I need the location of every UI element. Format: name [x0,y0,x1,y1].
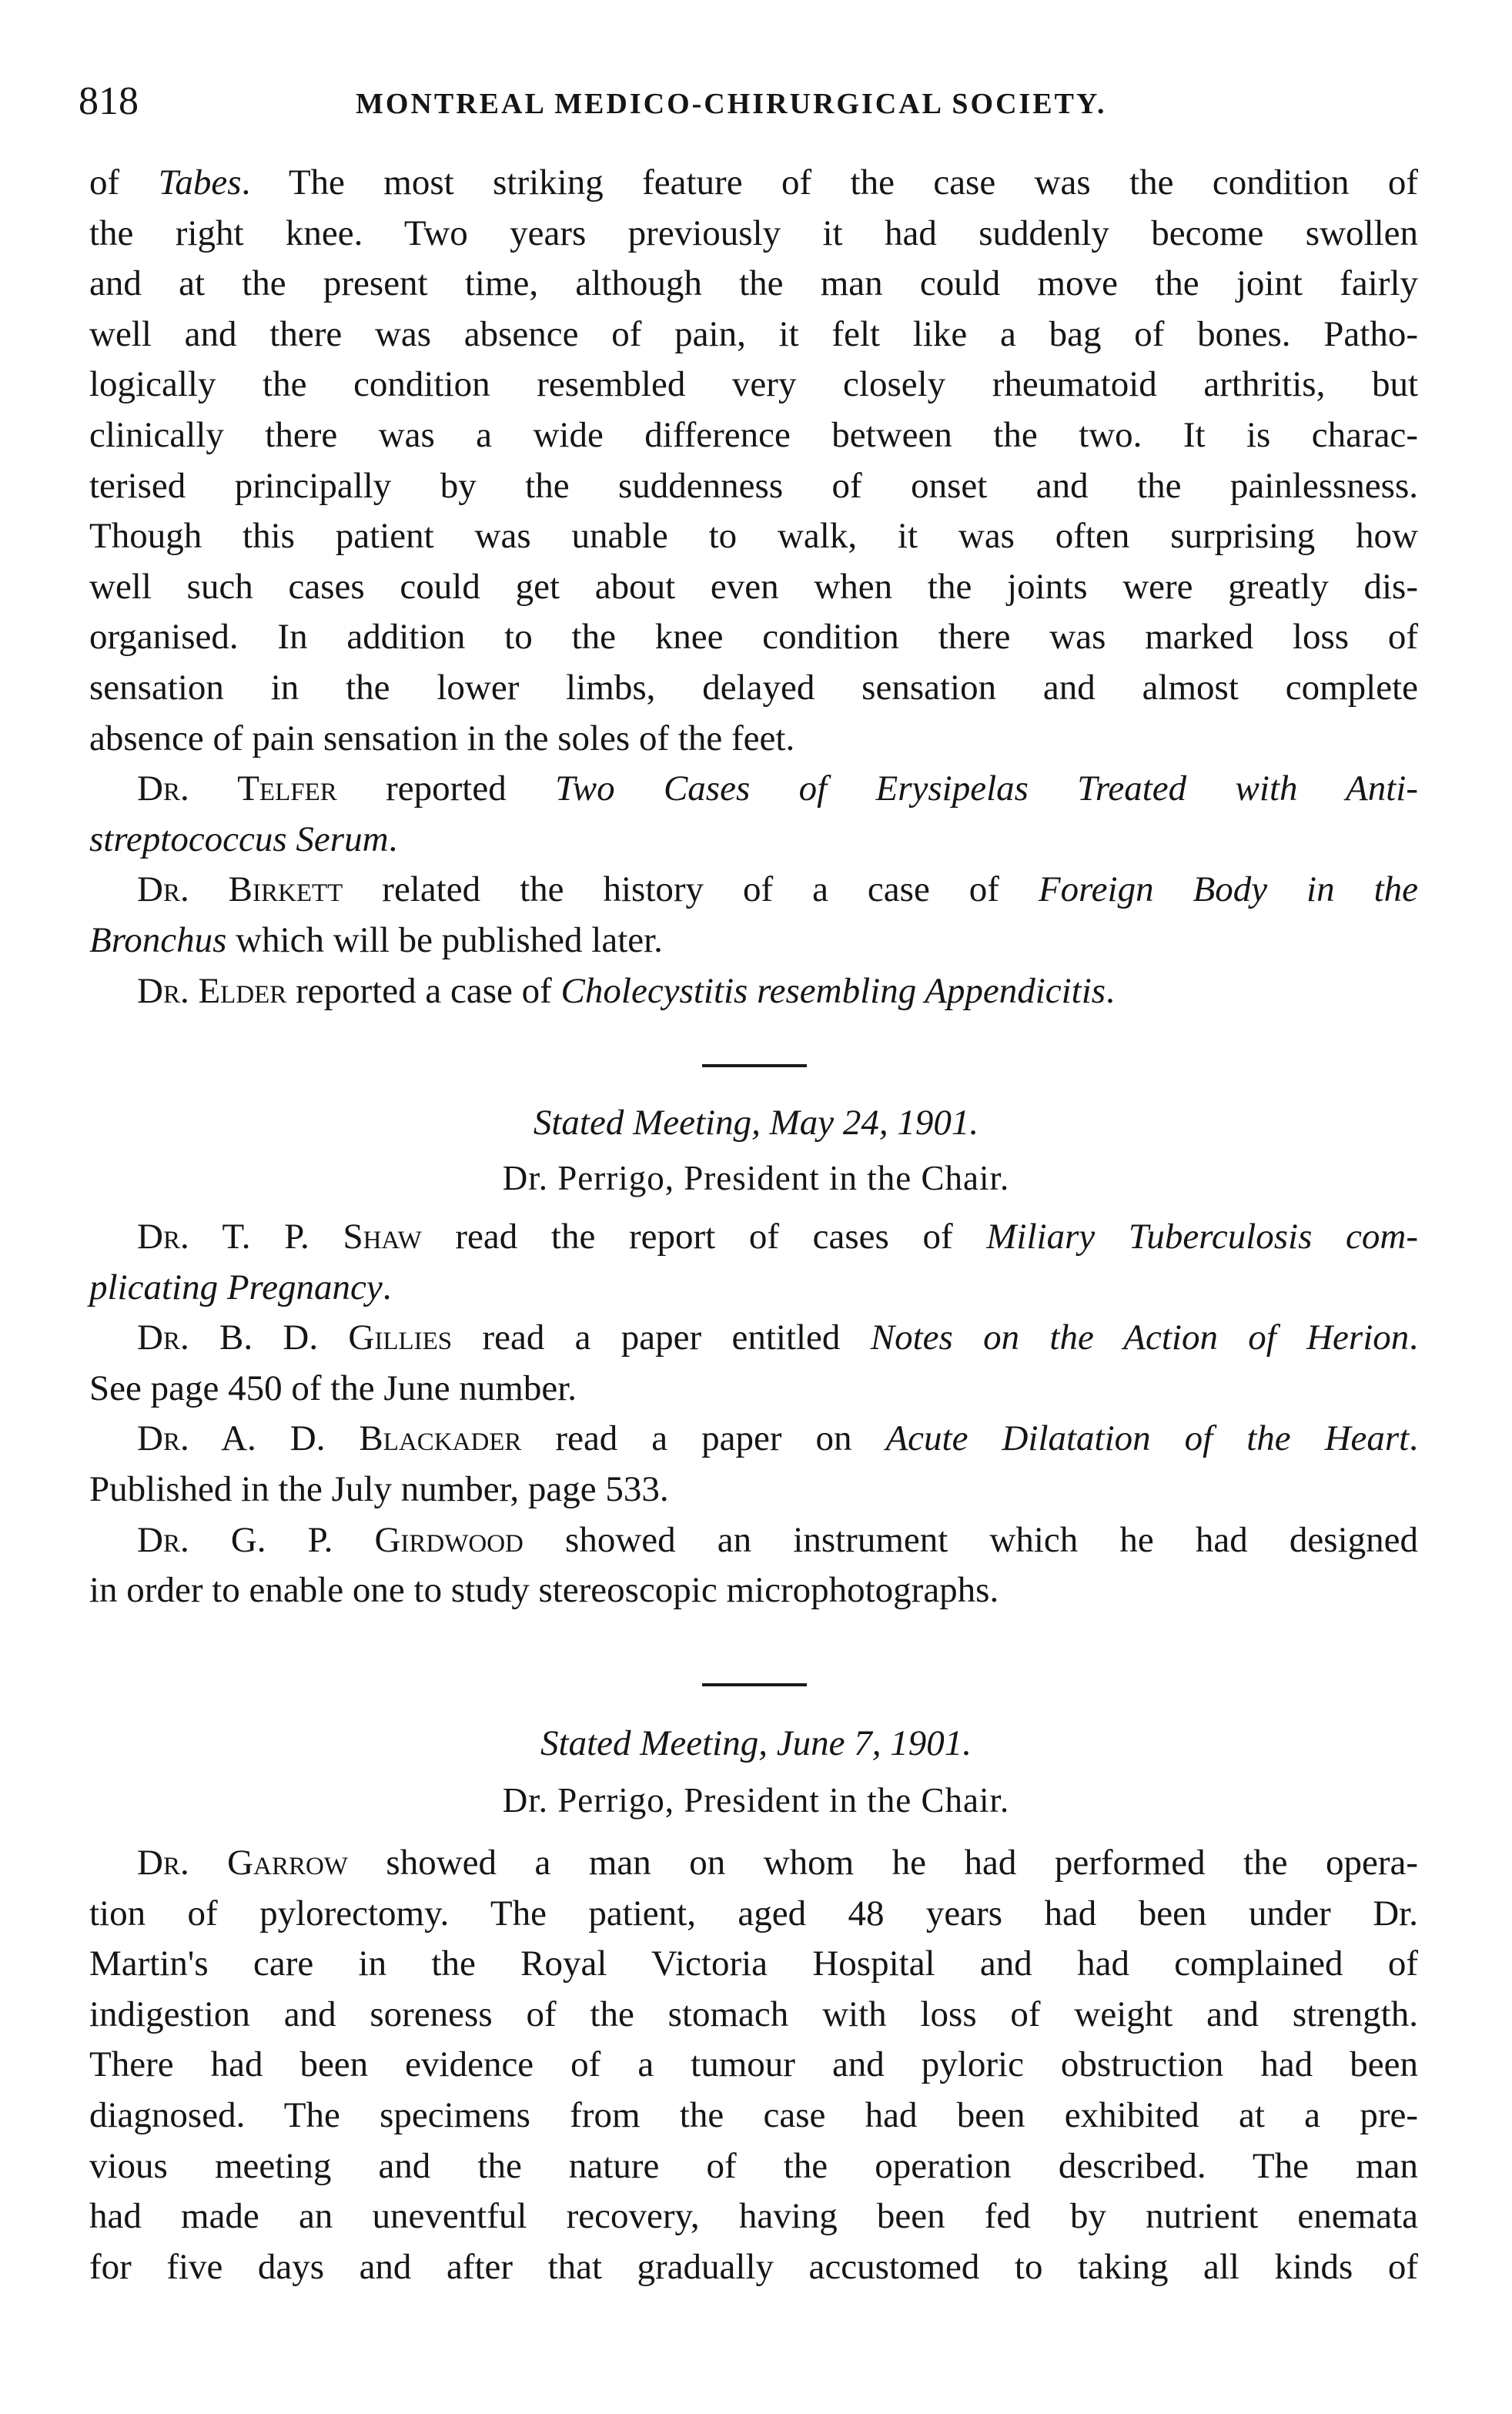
text-run: showed an instrument which he had designed [523,1519,1418,1560]
text-line [89,2040,1418,2091]
running-head [71,77,1410,123]
text-line [89,865,1418,916]
text-line [89,562,1418,613]
text-line [89,2141,1418,2192]
text-run: read a paper entitled [452,1317,871,1358]
text-run: sensation in the lower limbs, delayed sensation and almost complete [89,667,1418,708]
text-line [89,158,1418,209]
text-run: terised principally by the suddenness of onset and the painlessness. [89,465,1418,506]
text-line [89,916,1418,966]
text-line [89,1515,1418,1566]
text-line [89,1212,1418,1263]
speaker-name: Dr. T. P. Shaw [137,1217,422,1257]
speaker-name: Dr. A. D. Blackader [137,1418,522,1459]
text-line [89,714,1418,765]
text-run: absence of pain sensation in the soles of the feet. [89,718,795,758]
text-run: and at the present time, although the man could move the joint fairly [89,263,1418,304]
text-run: There had been evidence of a tumour and pyloric obstruction had been [89,2044,1418,2085]
text-run: . [1106,970,1115,1011]
text-block-may-meeting [89,1212,1418,1616]
text-line [89,2191,1418,2242]
section-divider [702,1064,807,1067]
text-line [89,410,1418,461]
text-run: Though this patient was unable to walk, it was often surprising how [89,516,1418,557]
text-line [89,2091,1418,2141]
text-run: the right knee. Two years previously it had suddenly become swollen [89,213,1418,253]
text-run: organised. In addition to the knee condition there was marked loss of [89,617,1418,658]
speaker-name: Dr. G. P. Girdwood [137,1519,524,1560]
italic-title: Bronchus [89,919,227,960]
text-run: Martin's care in the Royal Victoria Hospital and had complained of [89,1944,1418,1984]
text-line [89,1889,1418,1940]
text-run: . [382,1267,392,1307]
speaker-name: Dr. Telfer [137,768,337,809]
text-line [89,1565,1418,1616]
text-run: reported a case of [286,970,561,1011]
text-line [89,1838,1418,1889]
text-run: . [388,819,398,859]
text-run: indigestion and soreness of the stomach with loss of weight and strength. [89,1994,1418,2034]
text-line [89,1414,1418,1465]
text-run: tion of pylorectomy. The patient, aged 48 years had been under Dr. [89,1893,1418,1934]
text-run: reported [336,768,556,809]
chair-heading: Dr. Perrigo, President in the Chair. [502,1781,1010,1820]
text-run: had made an uneventful recovery, having been fed by nutrient enemata [89,2196,1418,2237]
text-run: . [1409,1317,1419,1358]
italic-title: plicating Pregnancy [89,1267,383,1307]
section-divider [702,1683,807,1686]
text-line [89,511,1418,562]
page-number: 818 [79,79,139,123]
meeting-heading: Stated Meeting, June 7, 1901. [540,1723,972,1763]
text-block-tabes-case [89,158,1418,1016]
text-line [89,1313,1418,1364]
text-run: which will be published later. [226,919,663,960]
text-block-june-meeting [89,1838,1418,2292]
text-line [89,663,1418,714]
text-line [89,966,1418,1017]
text-line [89,310,1418,360]
italic-title: Acute Dilatation of the Heart [885,1418,1410,1459]
speaker-name: Dr. B. D. Gillies [137,1317,453,1358]
speaker-name: Dr. Garrow [137,1843,348,1883]
meeting-heading: Stated Meeting, May 24, 1901. [533,1103,979,1143]
text-line [89,259,1418,310]
text-line [89,1990,1418,2041]
text-line [89,2242,1418,2293]
text-line [89,1364,1418,1415]
speaker-name: Dr. Elder [137,970,287,1011]
text-line [89,461,1418,512]
italic-title: Two Cases of Erysipelas Treated with Anti- [555,768,1418,809]
text-run: . The most striking feature of the case was the condition of [241,162,1418,203]
text-line [89,1465,1418,1515]
text-run: well and there was absence of pain, it felt like a bag of bones. Patho- [89,313,1418,354]
running-title: MONTREAL MEDICO-CHIRURGICAL SOCIETY. [356,88,1107,120]
speaker-name: Dr. Birkett [137,869,343,910]
text-run: logically the condition resembled very closely rheumatoid arthritis, but [89,364,1418,405]
text-run: for five days and after that gradually accustomed to taking all kinds of [89,2246,1418,2287]
text-run: read a paper on [521,1418,886,1459]
italic-title: Notes on the Action of Herion [870,1317,1410,1358]
text-line [89,209,1418,259]
text-line [89,1263,1418,1314]
italic-title: Tabes [158,162,242,203]
text-run: See page 450 of the June number. [89,1368,577,1408]
text-line [89,764,1418,815]
text-run: diagnosed. The specimens from the case had been exhibited at a pre- [89,2094,1418,2135]
italic-title: Miliary Tuberculosis com- [986,1217,1418,1257]
text-run: Published in the July number, page 533. [89,1468,669,1509]
text-run: of [89,162,159,203]
italic-title: Cholecystitis resembling Appendicitis [560,970,1106,1011]
text-run: . [1409,1418,1418,1459]
text-run: read the report of cases of [421,1217,987,1257]
text-run: showed a man on whom he had performed the opera- [347,1843,1418,1883]
chair-heading: Dr. Perrigo, President in the Chair. [502,1159,1010,1197]
text-line [89,612,1418,663]
text-line [89,815,1418,865]
text-run: clinically there was a wide difference between the two. It is charac- [89,414,1418,455]
text-run: related the history of a case of [343,869,1039,910]
text-run: in order to enable one to study stereoscopic microphotographs. [89,1570,999,1611]
italic-title: streptococcus Serum [89,819,389,859]
text-run: well such cases could get about even when the joints were greatly dis- [89,566,1418,607]
text-line [89,360,1418,410]
italic-title: Foreign Body in the [1038,869,1418,910]
text-run: vious meeting and the nature of the operation described. The man [89,2145,1418,2186]
text-line [89,1939,1418,1990]
